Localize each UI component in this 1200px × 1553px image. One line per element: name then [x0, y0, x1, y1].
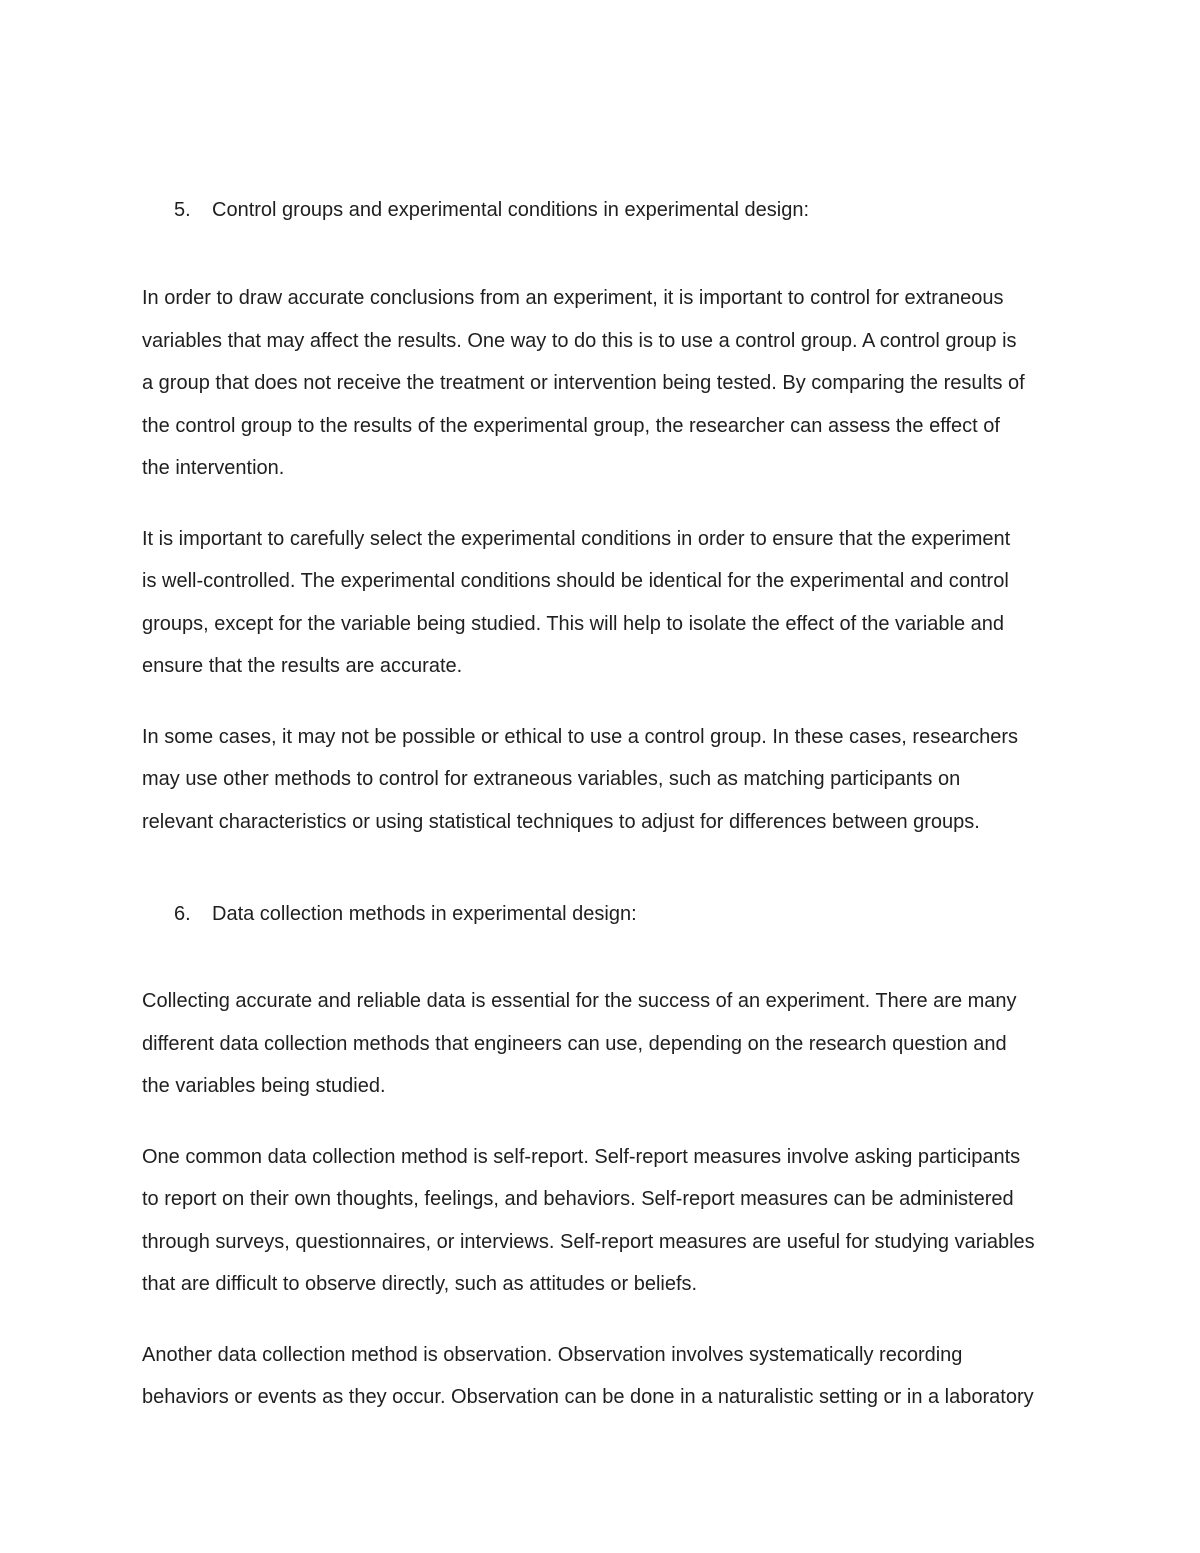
paragraph-experimental-conditions: It is important to carefully select the experimental conditions in order to ensure that the experiment is well-controlled. The experimental conditions should be identical for the experimental and control groups, except for the variable being studied. This will help to isolate the effect of the variable and ensure that the results are accurate. — [142, 527, 1011, 677]
paragraph-observation: Another data collection method is observation. Observation involves systematically recording behaviors or events as they occur. Observation can be done in a naturalistic setting or in a laboratory — [142, 1343, 1034, 1408]
section-heading-6 — [142, 900, 1072, 928]
section-number-6: 6. — [174, 903, 191, 925]
page-content — [142, 196, 1072, 1419]
paragraph-self-report: One common data collection method is self-report. Self-report measures involve asking participants to report on their own thoughts, feelings, and behaviors. Self-report measures can be administered through surveys, questionnaires, or interviews. Self-report measures are useful for studying variables that are difficult to observe directly, such as attitudes or beliefs. — [142, 1145, 1035, 1295]
section-title-5: Control groups and experimental conditions in experimental design: — [212, 199, 810, 221]
section-number-5: 5. — [174, 199, 191, 221]
section-title-6: Data collection methods in experimental design: — [212, 903, 637, 925]
paragraph-alternatives: In some cases, it may not be possible or ethical to use a control group. In these cases, researchers may use other methods to control for extraneous variables, such as matching participants on relevant characteristics or using statistical techniques to adjust for differences between groups. — [142, 725, 1019, 833]
section-heading-5 — [142, 196, 1072, 224]
paragraph-control-groups: In order to draw accurate conclusions from an experiment, it is important to control for extraneous variables that may affect the results. One way to do this is to use a control group. A control group is a group that does not receive the treatment or intervention being tested. By comparing the results of the control group to the results of the experimental group, the researcher can assess the effect of the intervention. — [142, 287, 1025, 479]
paragraph-data-collection-intro: Collecting accurate and reliable data is essential for the success of an experiment. There are many different data collection methods that engineers can use, depending on the research question and the variables being studied. — [142, 990, 1017, 1097]
